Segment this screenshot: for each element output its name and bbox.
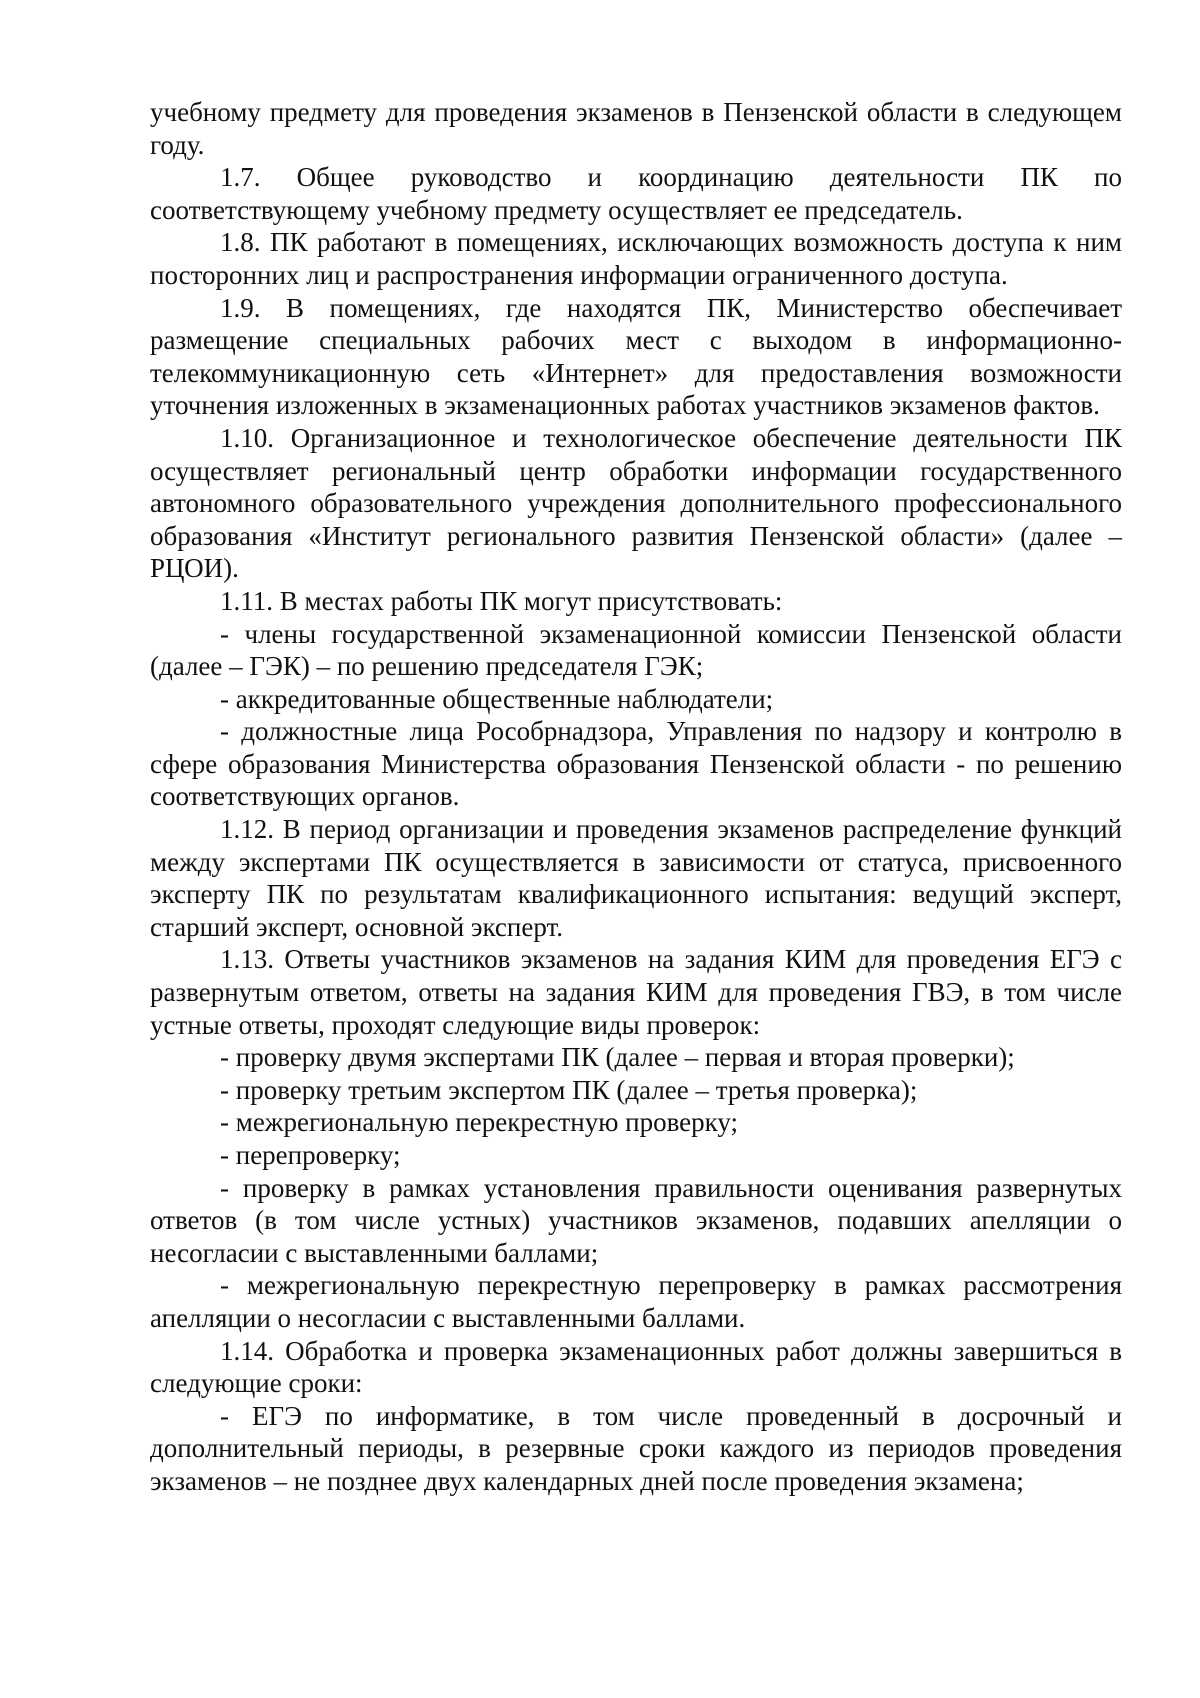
paragraph-1-11: 1.11. В местах работы ПК могут присутствовать:	[220, 585, 783, 616]
list-item: - аккредитованные общественные наблюдатели;	[220, 683, 774, 714]
list-item: - проверку третьим экспертом ПК (далее – третья проверка);	[220, 1074, 918, 1105]
paragraph-1-7: 1.7. Общее руководство и координацию деятельности ПК по соответствующему учебному предмету осуществляет ее председатель.	[150, 162, 1122, 225]
list-item: - проверку в рамках установления правильности оценивания развернутых ответов (в том числе устных) участников экзаменов, подавших апелляции о несогласии с выставленными баллами;	[150, 1172, 1122, 1268]
paragraph-1-10: 1.10. Организационное и технологическое обеспечение деятельности ПК осуществляет региональный центр обработки информации государственного автономного образовательного учреждения дополнительного профессионального образования «Институт регионального развития Пензенской области» (далее – РЦОИ).	[150, 422, 1122, 584]
paragraph-1-8: 1.8. ПК работают в помещениях, исключающих возможность доступа к ним посторонних лиц и распространения информации ограниченного доступа.	[150, 227, 1122, 290]
paragraph-1-14: 1.14. Обработка и проверка экзаменационных работ должны завершиться в следующие сроки:	[150, 1335, 1122, 1399]
list-item: - межрегиональную перекрестную перепроверку в рамках рассмотрения апелляции о несогласии с выставленными баллами.	[150, 1270, 1122, 1333]
paragraph-1-13: 1.13. Ответы участников экзаменов на задания КИМ для проведения ЕГЭ с развернутым ответом, ответы на задания КИМ для проведения ГВЭ, в том числе устные ответы, проходят следующие виды проверок:	[150, 944, 1122, 1040]
list-item: - проверку двумя экспертами ПК (далее – первая и вторая проверки);	[220, 1042, 1015, 1073]
list-item: - ЕГЭ по информатике, в том числе проведенный в досрочный и дополнительный периоды, в резервные сроки каждого из периодов проведения экзаменов – не позднее двух календарных дней после проведения экзамена;	[150, 1400, 1122, 1496]
paragraph-1-12: 1.12. В период организации и проведения экзаменов распределение функций между экспертами ПК осуществляется в зависимости от статуса, присвоенного эксперту ПК по результатам квалификационного испытания: ведущий эксперт, старший эксперт, основной эксперт.	[150, 814, 1122, 942]
list-item: - перепроверку;	[220, 1140, 401, 1170]
paragraph-continuation: учебному предмету для проведения экзаменов в Пензенской области в следующем году.	[150, 97, 1122, 160]
list-item: - члены государственной экзаменационной комиссии Пензенской области (далее – ГЭК) – по решению председателя ГЭК;	[150, 618, 1122, 682]
list-item: - межрегиональную перекрестную проверку;	[220, 1107, 739, 1138]
list-item: - должностные лица Рособрнадзора, Управления по надзору и контролю в сфере образования Министерства образования Пензенской области - по решению соответствующих органов.	[150, 716, 1122, 812]
paragraph-1-9: 1.9. В помещениях, где находятся ПК, Министерство обеспечивает размещение специальных рабочих мест с выходом в информационно-телекоммуникационную сеть «Интернет» для предоставления возможности уточнения изложенных в экзаменационных работах участников экзаменов фактов.	[150, 292, 1122, 421]
document-page	[150, 96, 1122, 1498]
